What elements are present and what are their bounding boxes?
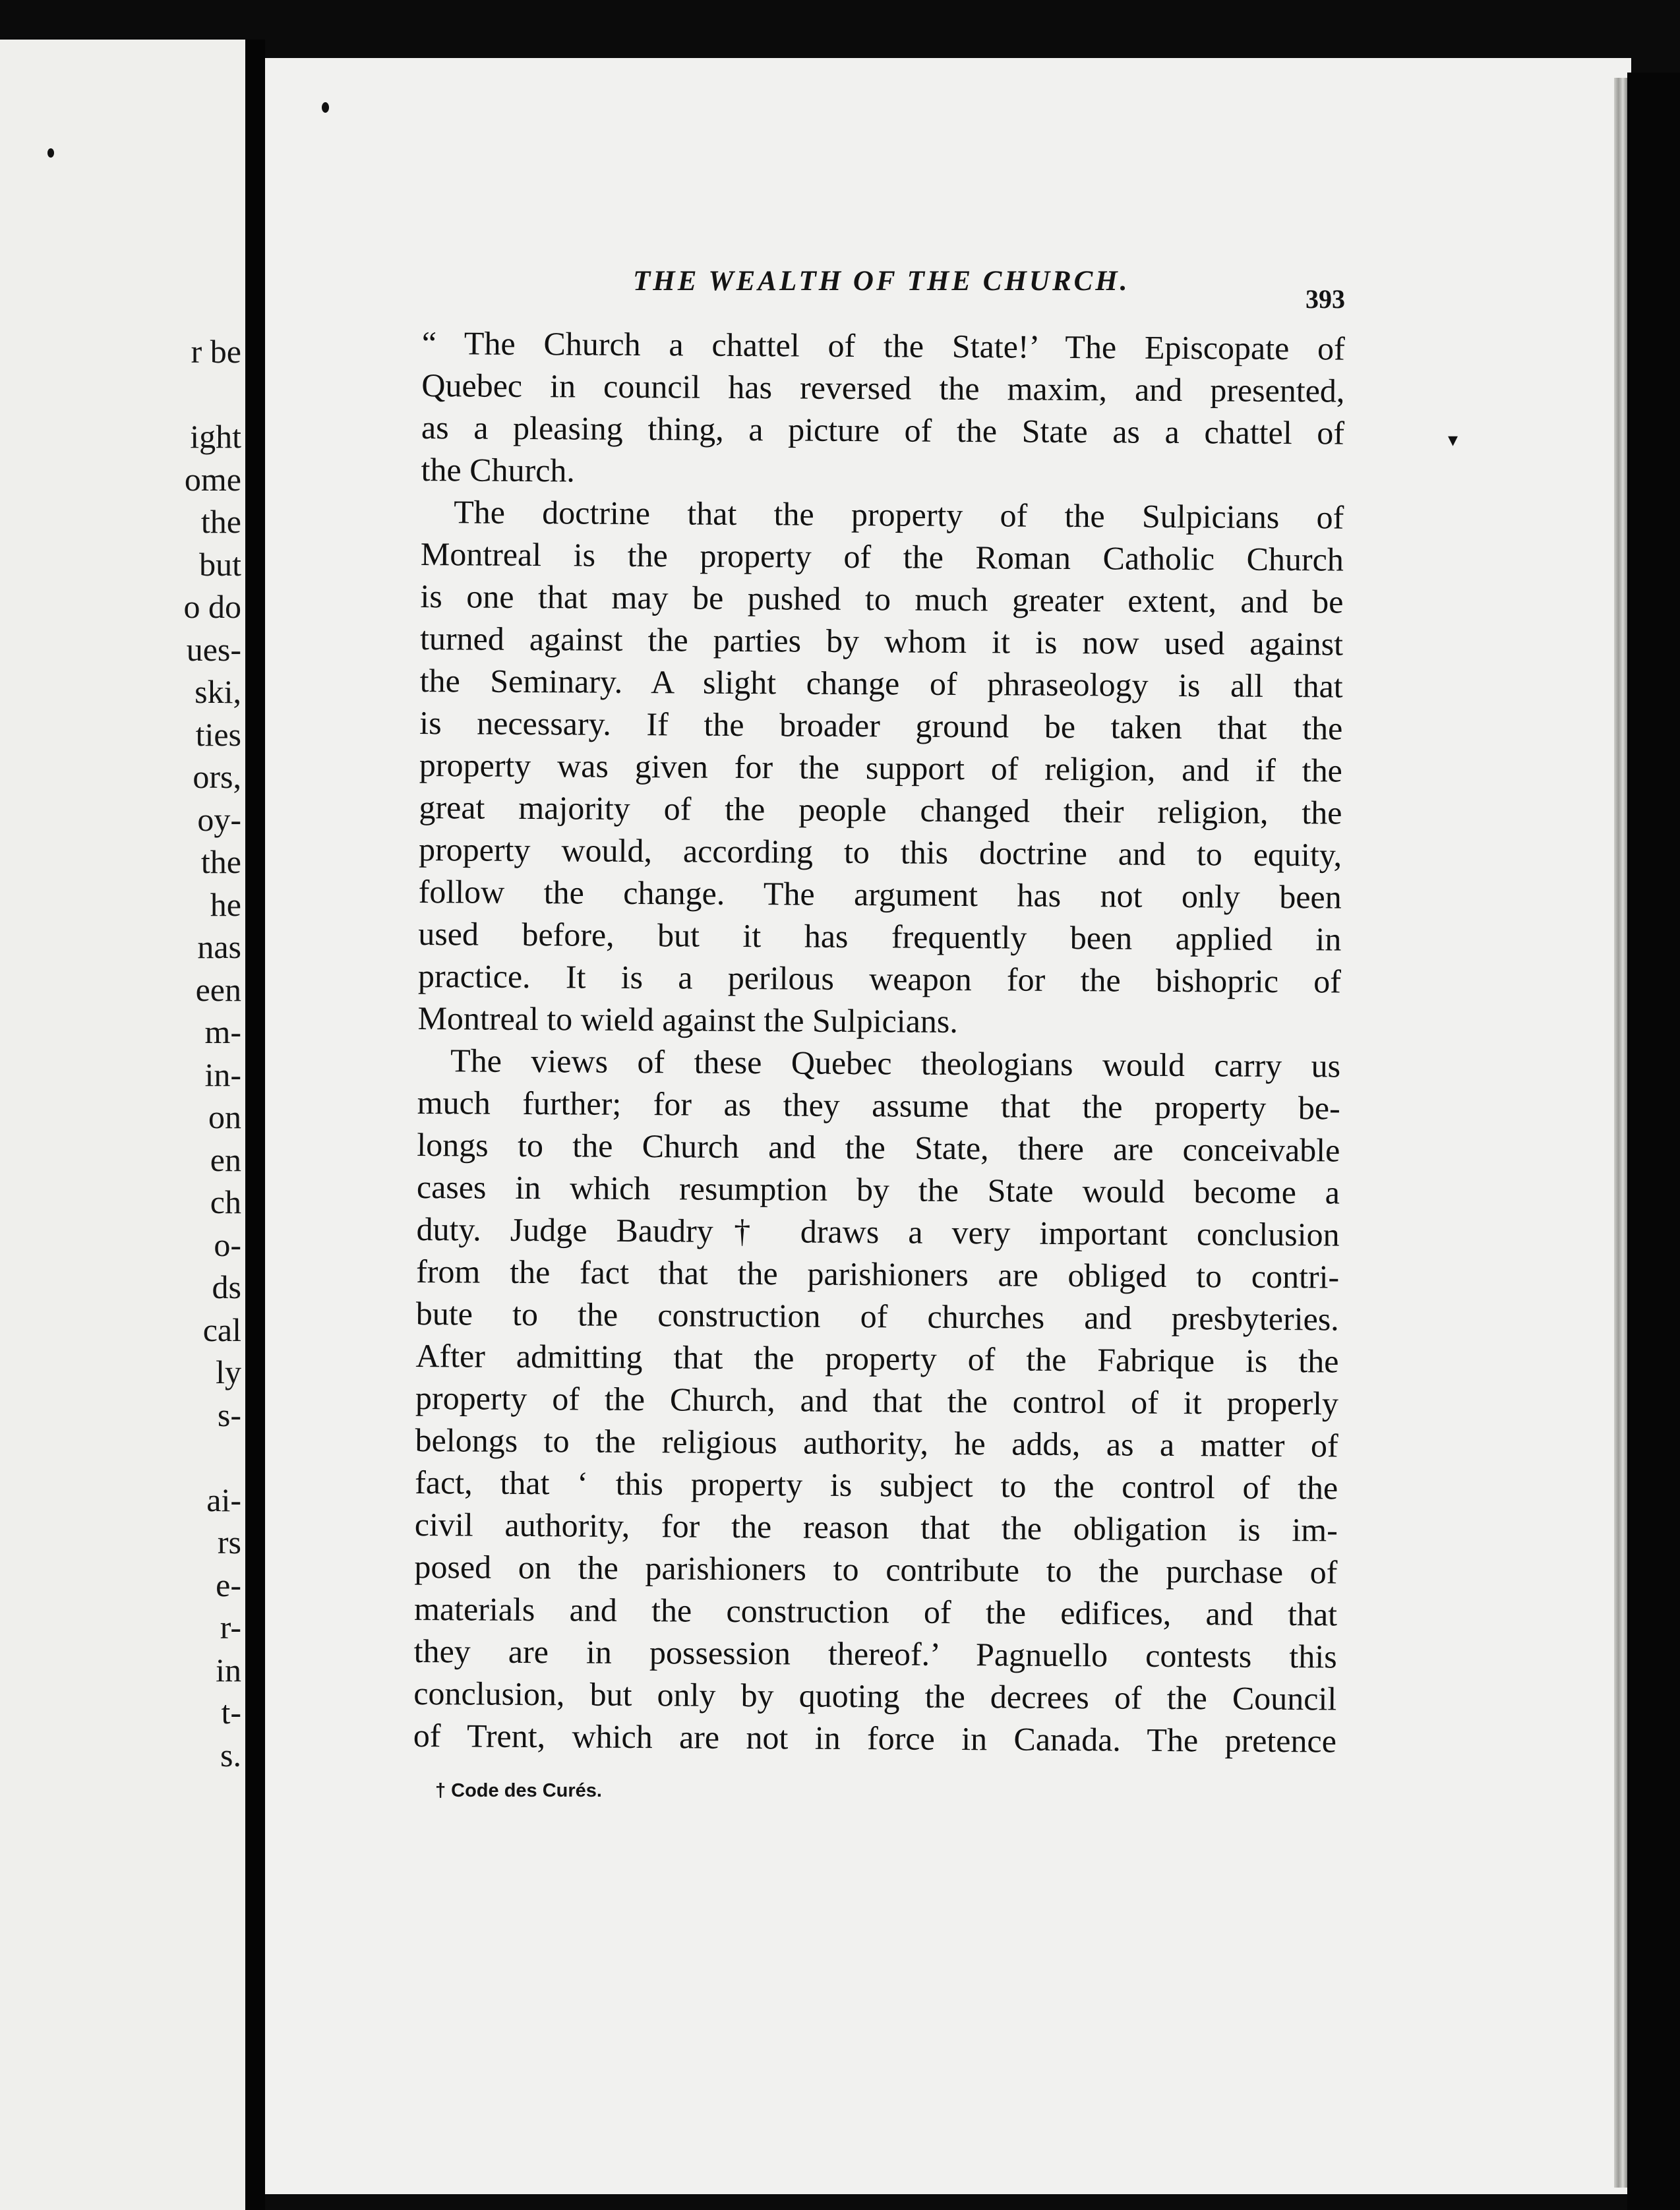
text-line: conclusion, but only by quoting the decrees of the Council xyxy=(413,1674,1337,1717)
text-line: much further; for as they assume that the property be- xyxy=(417,1083,1340,1127)
facing-page-fragment: t- xyxy=(221,1694,241,1731)
facing-page-fragment: r be xyxy=(191,333,241,370)
footnote-marker: † xyxy=(435,1780,446,1801)
text-line: The views of these Quebec theologians would carry us xyxy=(450,1042,1341,1085)
facing-page-fragment: in xyxy=(216,1651,241,1688)
text-line: Montreal is the property of the Roman Catholic Church xyxy=(420,535,1344,578)
text-line: property of the Church, and that the control of it properly xyxy=(415,1379,1339,1422)
body-text xyxy=(413,322,1345,1762)
facing-page-fragment: the xyxy=(200,503,241,540)
text-line: cases in which resumption by the State would become a xyxy=(416,1168,1340,1211)
facing-page-fragment: ch xyxy=(210,1183,241,1220)
text-line: “ The Church a chattel of the State!’ The Episcopate of xyxy=(421,324,1345,367)
facing-page-fragment: ds xyxy=(212,1269,241,1305)
facing-page-fragment: o do xyxy=(183,588,241,625)
facing-page-fragment: but xyxy=(199,545,241,583)
facing-page-fragment: nas xyxy=(197,928,241,965)
text-line: Quebec in council has reversed the maxim, and presented, xyxy=(421,366,1345,409)
text-line: duty. Judge Baudry† draws a very important conclusion xyxy=(416,1210,1340,1253)
text-line: as a pleasing thing, a picture of the State as a chattel of xyxy=(421,408,1345,452)
footnote-text: Code des Curés. xyxy=(451,1780,602,1801)
facing-page-fragment: s. xyxy=(220,1736,241,1774)
margin-mark: ▾ xyxy=(1448,429,1458,452)
facing-page-fragment: cal xyxy=(202,1311,241,1348)
text-line: The doctrine that the property of the Sulpicians of xyxy=(454,493,1344,536)
text-line: the Seminary. A slight change of phraseology is all that xyxy=(419,661,1343,705)
text-line: After admitting that the property of the Fabrique is the xyxy=(415,1336,1339,1380)
text-line: property would, according to this doctrine and to equity, xyxy=(418,830,1342,874)
text-line: bute to the construction of churches and presbyteries. xyxy=(415,1294,1339,1338)
ink-speck xyxy=(322,102,329,113)
text-line: of Trent, which are not in force in Canada. The pretence xyxy=(413,1716,1337,1760)
facing-page-fragment: oy- xyxy=(197,800,241,838)
text-line: from the fact that the parishioners are obliged to contri- xyxy=(416,1252,1340,1296)
facing-page-fragment: s- xyxy=(217,1396,241,1433)
facing-page-fragment: een xyxy=(195,971,241,1008)
facing-page-fragment: ties xyxy=(195,715,241,753)
facing-page-fragment: e- xyxy=(216,1566,241,1603)
text-line: practice. It is a perilous weapon for the bishopric of xyxy=(417,957,1342,1000)
text-line: they are in possession thereof.’ Pagnuello contests this xyxy=(413,1632,1337,1675)
page-number: 393 xyxy=(1305,284,1345,314)
facing-page-fragment: rs xyxy=(217,1524,241,1561)
facing-page-fragment: in- xyxy=(204,1056,241,1093)
facing-page-fragment: the xyxy=(200,843,241,880)
text-line: fact, that ‘ this property is subject to the control of the xyxy=(415,1463,1338,1507)
scan-border xyxy=(1627,73,1680,2210)
text-line: used before, but it has frequently been applied in xyxy=(418,914,1342,958)
facing-page-fragment: r- xyxy=(220,1609,241,1646)
page-edge xyxy=(1614,78,1627,2188)
text-line: is necessary. If the broader ground be taken that the xyxy=(419,703,1343,747)
facing-page-fragment: m- xyxy=(204,1013,241,1050)
facing-page-fragment: ors, xyxy=(193,758,241,795)
running-head: THE WEALTH OF THE CHURCH. xyxy=(633,266,1130,297)
facing-page-fragment: ues- xyxy=(186,630,241,668)
text-line: is one that may be pushed to much greater extent, and be xyxy=(420,577,1344,620)
text-line: civil authority, for the reason that the obligation is im- xyxy=(414,1505,1338,1549)
facing-page-fragment: ight xyxy=(190,418,241,455)
text-line: longs to the Church and the State, there are conceivable xyxy=(417,1125,1340,1169)
facing-page-fragment: en xyxy=(210,1141,241,1178)
facing-page-fragment: he xyxy=(210,885,241,923)
text-line: the Church. xyxy=(421,450,576,489)
book-gutter xyxy=(245,40,265,2210)
facing-page-fragment: ai- xyxy=(206,1481,241,1518)
facing-page xyxy=(0,40,245,2210)
text-line: turned against the parties by whom it is now used against xyxy=(419,619,1344,663)
ink-speck xyxy=(47,148,54,158)
text-line: follow the change. The argument has not only been xyxy=(418,872,1342,916)
facing-page-fragment: ski, xyxy=(195,673,241,710)
text-line: materials and the construction of the edifices, and that xyxy=(413,1590,1338,1633)
text-line: property was given for the support of religion, and if the xyxy=(419,746,1343,789)
facing-page-fragment: ly xyxy=(216,1354,241,1390)
text-line: great majority of the people changed their religion, the xyxy=(419,788,1342,831)
text-line: Montreal to wield against the Sulpicians. xyxy=(417,999,959,1040)
facing-page-fragment: on xyxy=(208,1098,241,1135)
text-line: belongs to the religious authority, he adds, as a matter of xyxy=(415,1421,1338,1464)
text-line: posed on the parishioners to contribute to the purchase of xyxy=(414,1547,1338,1591)
facing-page-fragment: ome xyxy=(184,460,241,498)
facing-page-fragment: o- xyxy=(214,1226,241,1263)
footnote xyxy=(435,1780,602,1802)
